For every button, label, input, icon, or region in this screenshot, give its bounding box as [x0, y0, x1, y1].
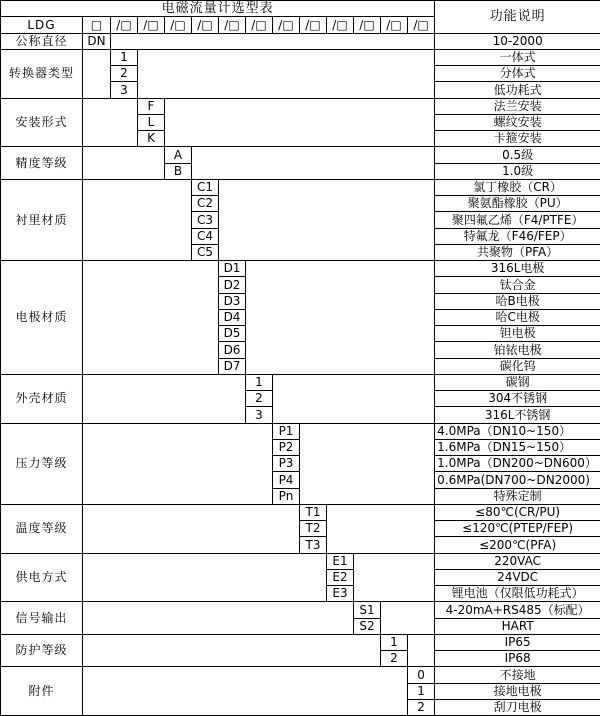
empty-cell: [83, 667, 408, 716]
code-cell: C4: [192, 228, 219, 244]
empty-cell: [246, 261, 435, 375]
empty-cell: [408, 634, 435, 667]
desc-cell: 钽电极: [435, 326, 600, 342]
empty-cell: [83, 179, 192, 260]
code-cell: C3: [192, 212, 219, 228]
desc-cell: 特氟龙（F46/FEP）: [435, 228, 600, 244]
code-slash-cell: /□: [192, 17, 219, 33]
empty-cell: [83, 602, 354, 635]
code-cell: 2: [111, 66, 138, 82]
desc-cell: 哈C电极: [435, 309, 600, 325]
empty-cell: [83, 374, 246, 423]
empty-cell: [381, 602, 435, 635]
category-label-power-supply: 供电方式: [1, 553, 83, 602]
category-label-lining-material: 衬里材质: [1, 179, 83, 260]
code-cell: 1: [408, 683, 435, 699]
category-label-converter-type: 转换器类型: [1, 49, 83, 98]
desc-cell: IP68: [435, 651, 600, 667]
code-cell: D7: [219, 358, 246, 374]
code-cell: Pn: [273, 488, 300, 504]
empty-cell: [83, 147, 165, 180]
desc-cell: 304不锈钢: [435, 391, 600, 407]
desc-cell: 1.0MPa（DN200~DN600）: [435, 456, 600, 472]
code-slash-cell: /□: [165, 17, 192, 33]
category-label-accessories: 附件: [1, 667, 83, 716]
empty-cell: [354, 553, 435, 602]
desc-cell: 分体式: [435, 66, 600, 82]
desc-cell: 铂铱电极: [435, 342, 600, 358]
desc-cell: 接地电极: [435, 683, 600, 699]
desc-cell: 220VAC: [435, 553, 600, 569]
desc-cell: 特殊定制: [435, 488, 600, 504]
code-cell: D6: [219, 342, 246, 358]
category-label-nominal-diameter: 公称直径: [1, 33, 83, 49]
code-slash-cell: /□: [273, 17, 300, 33]
empty-cell: [300, 423, 435, 504]
code-cell: D4: [219, 309, 246, 325]
empty-cell: [111, 33, 435, 49]
code-cell: 1: [246, 374, 273, 390]
desc-cell: 316L不锈钢: [435, 407, 600, 423]
desc-cell: 0.5级: [435, 147, 600, 163]
desc-cell: 螺纹安装: [435, 114, 600, 130]
desc-cell: 316L电极: [435, 261, 600, 277]
code-cell: C5: [192, 244, 219, 260]
desc-cell: 氯丁橡胶（CR）: [435, 179, 600, 195]
category-label-pressure-rating: 压力等级: [1, 423, 83, 504]
category-label-accuracy-class: 精度等级: [1, 147, 83, 180]
code-slash-cell: /□: [408, 17, 435, 33]
empty-cell: [327, 504, 435, 553]
code-slash-cell: /□: [327, 17, 354, 33]
code-slash-cell: /□: [354, 17, 381, 33]
desc-cell: 锂电池（仅限低功耗式）: [435, 586, 600, 602]
desc-cell: 碳钢: [435, 374, 600, 390]
desc-cell: 碳化钨: [435, 358, 600, 374]
empty-cell: [138, 49, 435, 98]
code-slash-cell: /□: [300, 17, 327, 33]
code-cell: C2: [192, 196, 219, 212]
code-slash-cell: /□: [111, 17, 138, 33]
desc-cell: 钛合金: [435, 277, 600, 293]
desc-cell: 4-20mA+RS485（标配）: [435, 602, 600, 618]
code-slash-cell: /□: [381, 17, 408, 33]
code-cell: 2: [381, 651, 408, 667]
empty-cell: [83, 423, 273, 504]
code-cell: P1: [273, 423, 300, 439]
empty-cell: [192, 147, 435, 180]
desc-cell: 聚四氟乙烯（F4/PTFE）: [435, 212, 600, 228]
empty-cell: [273, 374, 435, 423]
code-cell: E1: [327, 553, 354, 569]
code-cell: 3: [111, 82, 138, 98]
desc-cell: 低功耗式: [435, 82, 600, 98]
category-label-signal-output: 信号输出: [1, 602, 83, 635]
desc-cell: ≤200℃(PFA): [435, 537, 600, 553]
code-cell: L: [138, 114, 165, 130]
code-cell: K: [138, 131, 165, 147]
function-desc-header: 功能说明: [435, 1, 600, 34]
code-cell: 1: [381, 634, 408, 650]
table-title: 电磁流量计选型表: [1, 1, 435, 17]
code-cell: D3: [219, 293, 246, 309]
code-box-cell: □: [83, 17, 111, 33]
category-label-housing-material: 外壳材质: [1, 374, 83, 423]
category-label-electrode-material: 电极材质: [1, 261, 83, 375]
desc-cell: IP65: [435, 634, 600, 650]
desc-cell: ≤80℃(CR/PU): [435, 504, 600, 520]
empty-cell: [83, 553, 327, 602]
empty-cell: [219, 179, 435, 260]
code-cell: P2: [273, 439, 300, 455]
desc-cell: 24VDC: [435, 569, 600, 585]
desc-cell: ≤120℃(PTEP/FEP): [435, 521, 600, 537]
code-cell: 2: [408, 699, 435, 715]
code-cell: E2: [327, 569, 354, 585]
code-cell: S1: [354, 602, 381, 618]
code-cell: E3: [327, 586, 354, 602]
desc-cell: 0.6MPa(DN700~DN2000): [435, 472, 600, 488]
code-cell: D2: [219, 277, 246, 293]
category-label-protection-rating: 防护等级: [1, 634, 83, 667]
desc-cell: 1.6MPa（DN15~150）: [435, 439, 600, 455]
category-label-temperature-rating: 温度等级: [1, 504, 83, 553]
code-cell: T3: [300, 537, 327, 553]
desc-cell: 法兰安装: [435, 98, 600, 114]
desc-cell: 10-2000: [435, 33, 600, 49]
desc-cell: 刮刀电极: [435, 699, 600, 715]
code-cell: P4: [273, 472, 300, 488]
desc-cell: HART: [435, 618, 600, 634]
code-cell: C1: [192, 179, 219, 195]
code-cell: D5: [219, 326, 246, 342]
empty-cell: [83, 49, 111, 98]
empty-cell: [83, 504, 300, 553]
code-slash-cell: /□: [219, 17, 246, 33]
code-cell: F: [138, 98, 165, 114]
category-label-installation-type: 安装形式: [1, 98, 83, 147]
empty-cell: [83, 261, 219, 375]
desc-cell: 4.0MPa（DN10~150）: [435, 423, 600, 439]
code-slash-cell: /□: [246, 17, 273, 33]
code-cell: P3: [273, 456, 300, 472]
desc-cell: 聚氨酯橡胶（PU）: [435, 196, 600, 212]
model-prefix: LDG: [1, 17, 83, 33]
code-cell: B: [165, 163, 192, 179]
code-cell: S2: [354, 618, 381, 634]
code-cell: 0: [408, 667, 435, 683]
code-cell: T1: [300, 504, 327, 520]
code-cell: 3: [246, 407, 273, 423]
code-cell: DN: [83, 33, 111, 49]
empty-cell: [83, 634, 381, 667]
code-cell: A: [165, 147, 192, 163]
code-cell: 2: [246, 391, 273, 407]
desc-cell: 1.0级: [435, 163, 600, 179]
desc-cell: 卡箍安装: [435, 131, 600, 147]
code-cell: 1: [111, 49, 138, 65]
code-cell: D1: [219, 261, 246, 277]
desc-cell: 不接地: [435, 667, 600, 683]
empty-cell: [165, 98, 435, 147]
desc-cell: 一体式: [435, 49, 600, 65]
desc-cell: 共聚物（PFA）: [435, 244, 600, 260]
empty-cell: [83, 98, 138, 147]
desc-cell: 哈B电极: [435, 293, 600, 309]
code-slash-cell: /□: [138, 17, 165, 33]
code-cell: T2: [300, 521, 327, 537]
